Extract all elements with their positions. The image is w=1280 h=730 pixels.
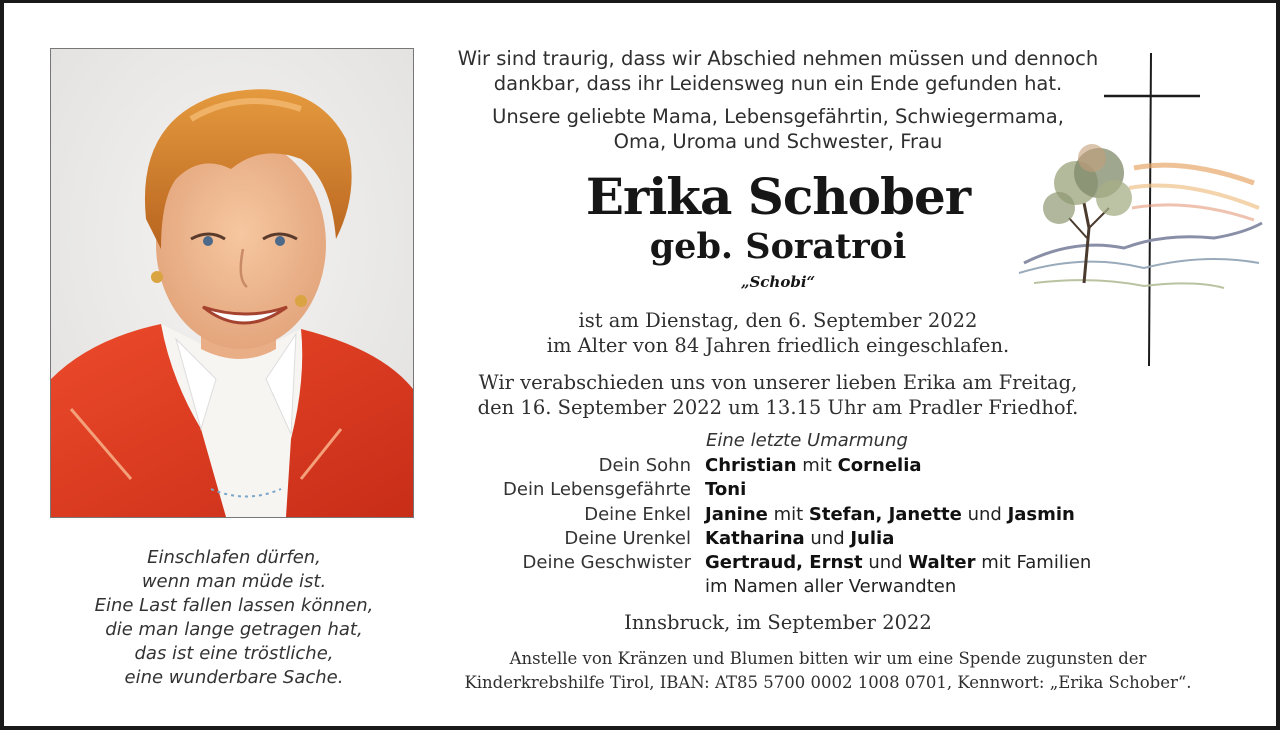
- mourner-connector: und: [862, 552, 909, 574]
- mourner-relation: Dein Sohn: [598, 455, 691, 476]
- donation-line: Kinderkrebshilfe Tirol, IBAN: AT85 5700 0002 1008 0701, Kennwort: „Erika Schober“.: [464, 673, 1192, 692]
- mourner-name: Toni: [705, 479, 747, 501]
- mourner-connector: und: [961, 503, 1008, 525]
- mourner-name: Gertraud, Ernst: [705, 552, 863, 574]
- funeral-line: den 16. September 2022 um 13.15 Uhr am Pradler Friedhof.: [477, 396, 1079, 419]
- mourner-relation: Deine Urenkel: [564, 527, 691, 549]
- mourner-relation: Deine Geschwister: [522, 552, 691, 574]
- mourner-connector: im Namen aller Verwandten: [705, 576, 957, 598]
- mourner-name: Jasmin: [1007, 503, 1075, 525]
- mourner-name: Stefan, Janette: [808, 503, 962, 525]
- mourner-name: Julia: [850, 527, 895, 549]
- mourner-relation: Deine Enkel: [584, 503, 691, 525]
- embrace-line: Eine letzte Umarmung: [706, 430, 908, 451]
- mourner-connector: mit: [796, 455, 838, 476]
- deceased-name: Erika Schober: [585, 167, 971, 226]
- tree-landscape-icon: [1019, 144, 1262, 288]
- poem-line: eine wunderbare Sache.: [124, 667, 344, 688]
- poem-line: die man lange getragen hat,: [105, 619, 363, 640]
- mourner-names: [705, 503, 1075, 527]
- mourner-names: [705, 575, 956, 599]
- relation-line: Oma, Uroma und Schwester, Frau: [613, 130, 943, 153]
- mourner-name: Walter: [908, 552, 976, 574]
- cross-landscape-graphic: [1014, 48, 1264, 378]
- mourner-names: [705, 551, 1091, 575]
- nickname: „Schobi“: [740, 273, 816, 291]
- funeral-line: Wir verabschieden uns von unserer lieben Erika am Freitag,: [478, 371, 1078, 394]
- maiden-name: geb. Soratroi: [649, 226, 907, 267]
- death-line: ist am Dienstag, den 6. September 2022: [578, 309, 978, 332]
- poem-line: Eine Last fallen lassen können,: [94, 595, 374, 616]
- donation-line: Anstelle von Kränzen und Blumen bitten wir um eine Spende zugunsten der: [509, 649, 1147, 668]
- mourner-names: [705, 478, 746, 502]
- intro-line: Wir sind traurig, dass wir Abschied nehmen müssen und dennoch: [457, 47, 1099, 70]
- portrait-illustration: [51, 49, 413, 517]
- place-date: Innsbruck, im September 2022: [624, 611, 932, 634]
- mourner-name: Janine: [705, 503, 768, 525]
- poem: [44, 546, 424, 690]
- donation-request: [444, 647, 1212, 695]
- poem-line: das ist eine tröstliche,: [134, 643, 334, 664]
- mourner-relation: Dein Lebensgefährte: [503, 479, 691, 501]
- portrait-photo: [50, 48, 414, 518]
- intro-line: dankbar, dass ihr Leidensweg nun ein Ende gefunden hat.: [493, 72, 1063, 95]
- mourner-connector: und: [804, 527, 851, 549]
- relation-line: Unsere geliebte Mama, Lebensgefährtin, Schwiegermama,: [492, 105, 1064, 128]
- mourner-connector: mit: [767, 503, 809, 525]
- mourner-names: [705, 527, 894, 551]
- mourner-connector: mit Familien: [975, 552, 1092, 574]
- mourner-name: Christian: [705, 455, 797, 476]
- poem-line: wenn man müde ist.: [141, 571, 327, 592]
- mourner-names: [705, 454, 922, 478]
- mourner-name: Cornelia: [837, 455, 922, 476]
- death-line: im Alter von 84 Jahren friedlich eingeschlafen.: [546, 334, 1010, 357]
- mourner-name: Katharina: [705, 527, 805, 549]
- poem-line: Einschlafen dürfen,: [147, 547, 321, 568]
